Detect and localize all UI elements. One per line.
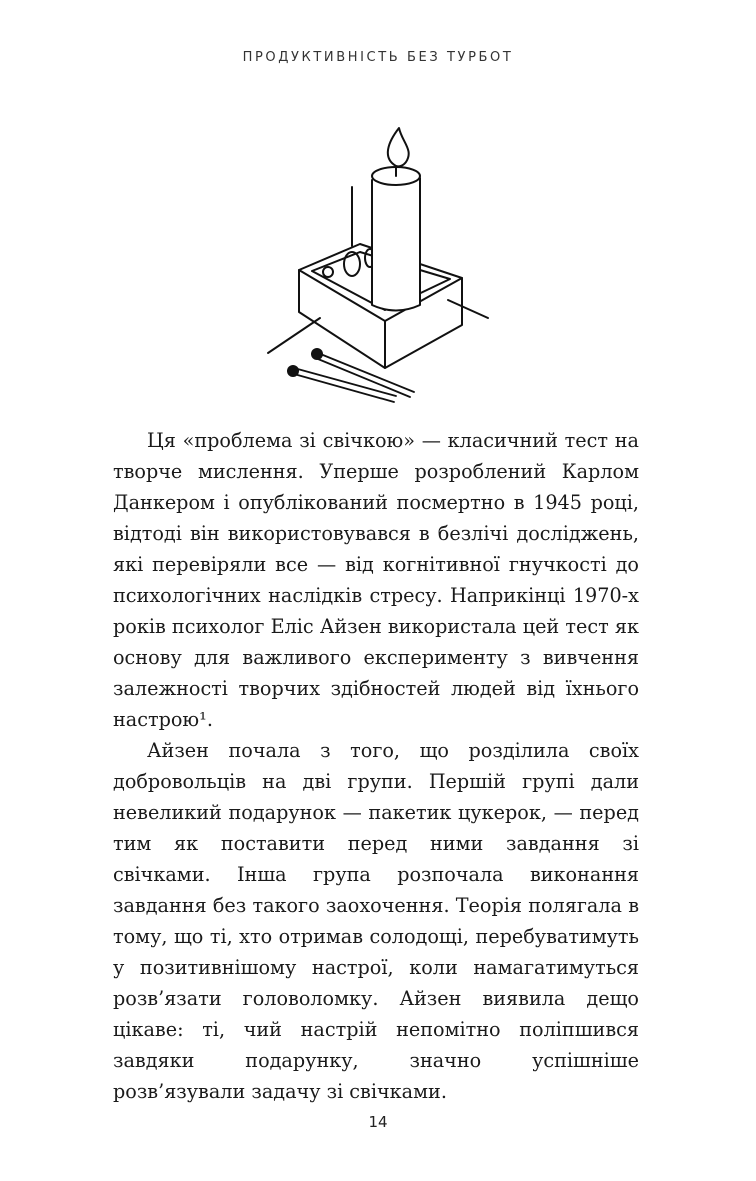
- candle-in-box-illustration: [262, 122, 492, 412]
- match-2-head: [287, 365, 299, 377]
- match-1-head: [311, 348, 323, 360]
- running-header: ПРОДУКТИВНІСТЬ БЕЗ ТУРБОТ: [242, 50, 514, 65]
- paragraph-1: Ця «проблема зі свічкою» — класичний тест на творче мислення. Уперше розроблений Карлом Данкером і опублікований посмертно в 1945 році, відтоді він використовувався в безлічі досліджень, які перевіряли все — від когнітивної гнучкості до психологічних наслідків стресу. Наприкінці 1970-х років психолог Еліс Айзен використала цей тест як основу для важливого експерименту з вивчення залежності творчих здібностей людей від їхнього настрою¹.: [113, 429, 639, 731]
- table-edge-right: [448, 300, 488, 318]
- body-text: [113, 425, 639, 1107]
- page-number: 14: [368, 1113, 388, 1131]
- candle-body: [372, 178, 420, 311]
- tack-1: [323, 267, 333, 277]
- table-edge-left: [268, 318, 320, 353]
- paragraph-2: Айзен почала з того, що розділила своїх добровольців на дві групи. Першій групі дали невеликий подарунок — пакетик цукерок, — перед тим як поставити перед ними завдання зі свічками. Інша група розпочала виконання завдання без такого заохочення. Теорія полягала в тому, що ті, хто отримав солодощі, перебуватимуть у позитивнішому настрої, коли намагатимуться розв’язати головоломку. Айзен виявила дещо цікаве: ті, чий настрій непомітно поліпшився завдяки подарунку, значно успішніше розв’язували задачу зі свічками.: [113, 739, 639, 1103]
- candle-flame: [388, 128, 409, 166]
